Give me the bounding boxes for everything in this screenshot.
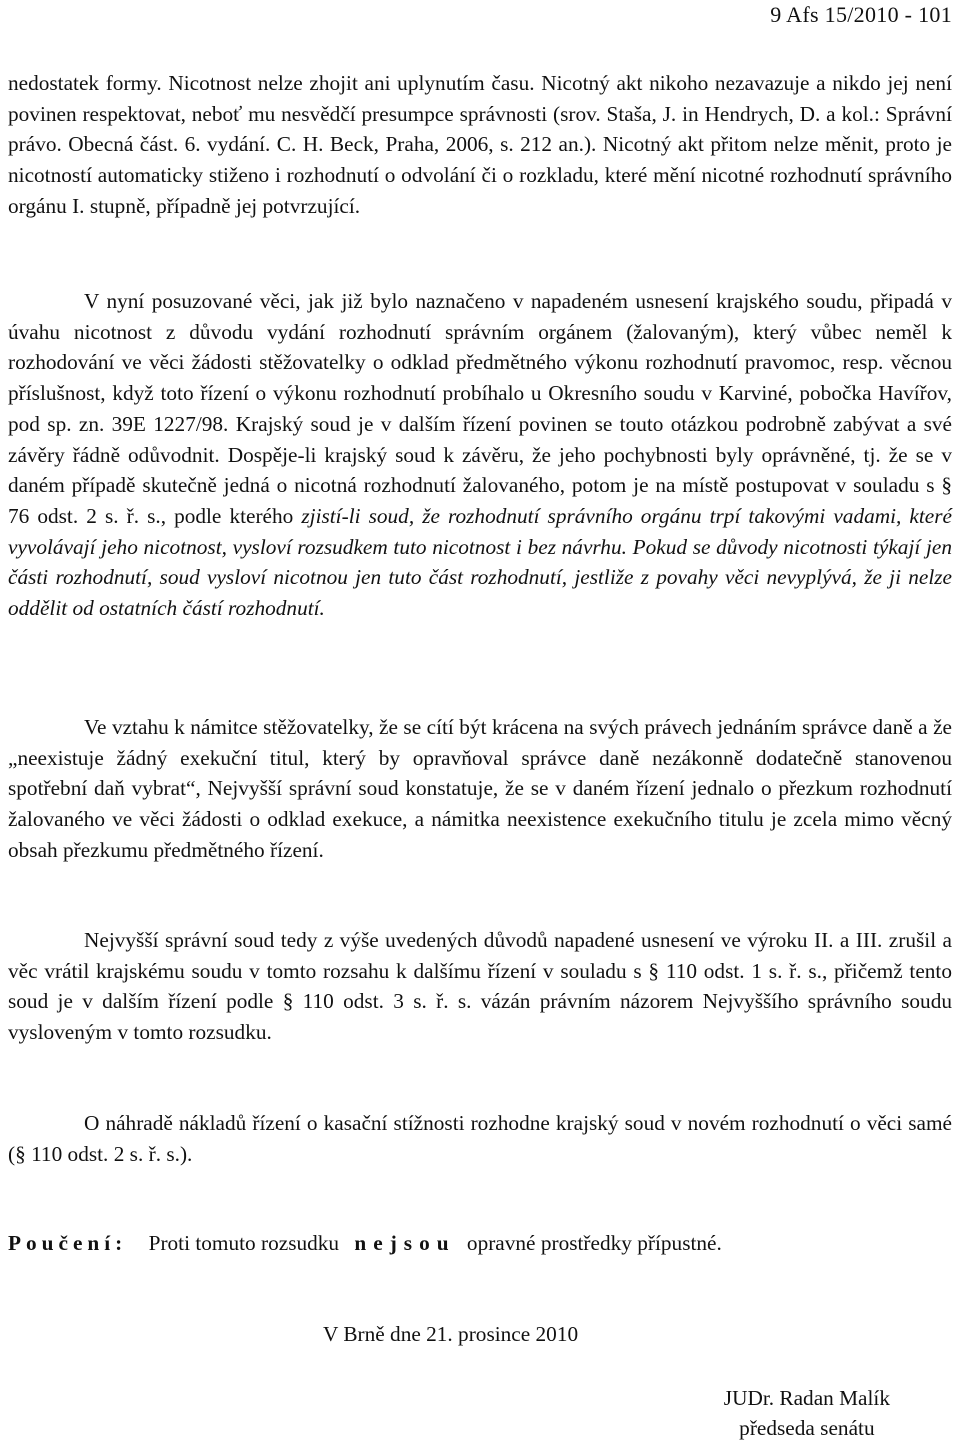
signature-block [724,1383,890,1443]
notice-label: Poučení: [8,1231,128,1255]
notice-text-before: Proti tomuto rozsudku [148,1231,340,1255]
paragraph-objection [8,712,952,866]
paragraph-nullity-definition [8,68,952,222]
paragraph-text [8,286,952,624]
paragraph-text: Ve vztahu k námitce stěžovatelky, že se cítí být krácena na svých právech jednáním správce daně a že „neexistuje žádný exekuční titul, který by opravňoval správce daně nezákonně dodatečně stanovenou spotřební daň vybrat“, Nejvyšší správní soud konstatuje, že se v daném řízení jednalo o přezkum rozhodnutí žalovaného ve věci žádosti o odklad exekuce, a námitka neexistence exekučního titulu je zcela mimo věcný obsah přezkumu předmětného řízení. [8,715,952,862]
signature-name: JUDr. Radan Malík [723,1386,890,1410]
paragraph-decision [8,925,952,1048]
statute-quotation: zjistí-li soud, že rozhodnutí správního orgánu trpí takovými vadami, které vyvolávají jeho nicotnost, vysloví rozsudkem tuto nicotnost i bez návrhu. Pokud se důvody nicotnosti týkají jen části rozhodnutí, soud vysloví nicotnou jen tuto část rozhodnutí, jestliže z povahy věci nevyplývá, že ji nelze oddělit od ostatních částí rozhodnutí. [8,503,952,621]
paragraph-plain-text: V nyní posuzované věci, jak již bylo naznačeno v napadeném usnesení krajského soudu, připadá v úvahu nicotnost z důvodu vydání rozhodnutí správním orgánem (žalovaným), který vůbec neměl k rozhodování ve věci žádosti stěžovatelky o odklad předmětného výkonu rozhodnutí pravomoc, resp. věcnou příslušnost, když toto řízení o výkonu rozhodnutí probíhalo u Okresního soudu v Karviné, pobočka Havířov, pod sp. zn. 39E 1227/98. Krajský soud je v dalším řízení povinen se touto otázkou podrobně zabývat a své závěry řádně odůvodnit. Dospěje-li krajský soud k závěru, že jeho pochybnosti byly oprávněné, tj. že se v daném případě skutečně jedná o nicotná rozhodnutí žalovaného, potom je na místě postupovat v souladu s § 76 odst. 2 s. ř. s., podle kterého [8,289,952,528]
signature-role: předseda senátu [739,1416,875,1440]
legal-notice [8,1231,722,1256]
paragraph-text: nedostatek formy. Nicotnost nelze zhojit ani uplynutím času. Nicotný akt nikoho nezavazuje a nikdo jej není povinen respektovat, neboť mu nesvědčí presumpce správnosti (srov. Staša, J. in Hendrych, D. a kol.: Správní právo. Obecná část. 6. vydání. C. H. Beck, Praha, 2006, s. 212 an.). Nicotný akt přitom nelze měnit, proto je nicotností automaticky stiženo i rozhodnutí o odvolání či o rozkladu, které mění nicotné rozhodnutí správního orgánu I. stupně, případně jej potvrzující. [8,71,952,218]
notice-emphasis: nejsou [354,1231,456,1255]
date-line: V Brně dne 21. prosince 2010 [323,1322,579,1346]
notice-text-after: opravné prostředky přípustné. [466,1231,722,1255]
paragraph-text: O náhradě nákladů řízení o kasační stížnosti rozhodne krajský soud v novém rozhodnutí o věci samé (§ 110 odst. 2 s. ř. s.). [8,1111,952,1166]
paragraph-current-case [8,286,952,624]
paragraph-costs [8,1108,952,1169]
paragraph-text: Nejvyšší správní soud tedy z výše uvedených důvodů napadené usnesení ve výroku II. a III. zrušil a věc vrátil krajskému soudu v tomto rozsahu k dalšímu řízení v souladu s § 110 odst. 1 s. ř. s., přičemž tento soud je v dalším řízení podle § 110 odst. 3 s. ř. s. vázán právním názorem Nejvyššího správního soudu vysloveným v tomto rozsudku. [8,928,952,1045]
case-reference: 9 Afs 15/2010 - 101 [770,2,952,27]
